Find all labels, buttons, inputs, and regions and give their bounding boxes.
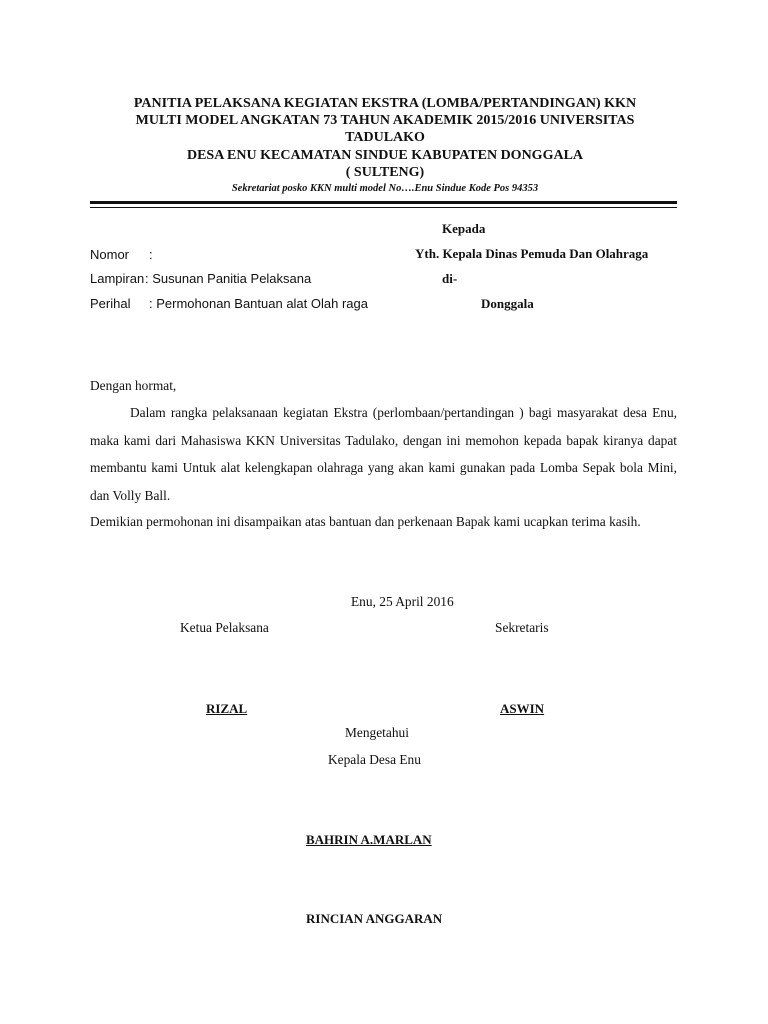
body-paragraph-1: Dalam rangka pelaksanaan kegiatan Ekstra (perlombaan/pertandingan ) bagi masyarakat desa Enu, maka kami dari Mahasiswa KKN Universitas Tadulako, dengan ini memohon kepada bapak kiranya dapat membantu kami Untuk alat kelengkapan olahraga yang akan kami gunakan pada Lomba Sepak bola Mini, dan Volly Ball. xyxy=(90,405,677,503)
letterhead-line-1: PANITIA PELAKSANA KEGIATAN EKSTRA (LOMBA/PERTANDINGAN) KKN xyxy=(133,96,637,111)
header-rule-thin xyxy=(90,207,677,208)
header-rule-thick xyxy=(90,201,677,204)
letterhead-line-4: DESA ENU KECAMATAN SINDUE KABUPATEN DONGGALA xyxy=(186,148,584,163)
recipient-yth: Yth. Kepala Dinas Pemuda Dan Olahraga xyxy=(415,246,649,261)
greeting: Dengan hormat, xyxy=(90,378,177,393)
letterhead-line-2: MULTI MODEL ANGKATAN 73 TAHUN AKADEMIK 2015/2016 UNIVERSITAS xyxy=(135,113,635,128)
rincian-anggaran-title: RINCIAN ANGGARAN xyxy=(306,911,443,926)
nomor-value: : xyxy=(149,247,153,262)
perihal-label: Perihal xyxy=(90,296,131,311)
letter-date: Enu, 25 April 2016 xyxy=(351,594,454,609)
letterhead-line-5: ( SULTENG) xyxy=(345,165,425,180)
nomor-label: Nomor xyxy=(90,247,130,262)
letterhead-line-3: TADULAKO xyxy=(345,130,425,145)
recipient-di: di- xyxy=(442,271,458,286)
lampiran-label: Lampiran xyxy=(90,271,145,286)
recipient-kepada: Kepada xyxy=(442,221,486,236)
mengetahui-label: Mengetahui xyxy=(345,725,409,740)
kepala-desa-title: Kepala Desa Enu xyxy=(328,752,421,767)
body-paragraph-2: Demikian permohonan ini disampaikan atas bantuan dan perkenaan Bapak kami ucapkan terima kasih. xyxy=(90,514,641,529)
ketua-name: RIZAL xyxy=(206,701,248,716)
perihal-value: : Permohonan Bantuan alat Olah raga xyxy=(149,296,368,311)
lampiran-value: : Susunan Panitia Pelaksana xyxy=(145,271,312,286)
ketua-title: Ketua Pelaksana xyxy=(180,620,269,635)
secretariat-address: Sekretariat posko KKN multi model No….Enu Sindue Kode Pos 94353 xyxy=(231,183,539,194)
sekretaris-name: ASWIN xyxy=(500,701,545,716)
sekretaris-title: Sekretaris xyxy=(495,620,549,635)
kepala-desa-name: BAHRIN A.MARLAN xyxy=(306,832,432,847)
recipient-place: Donggala xyxy=(481,296,534,311)
